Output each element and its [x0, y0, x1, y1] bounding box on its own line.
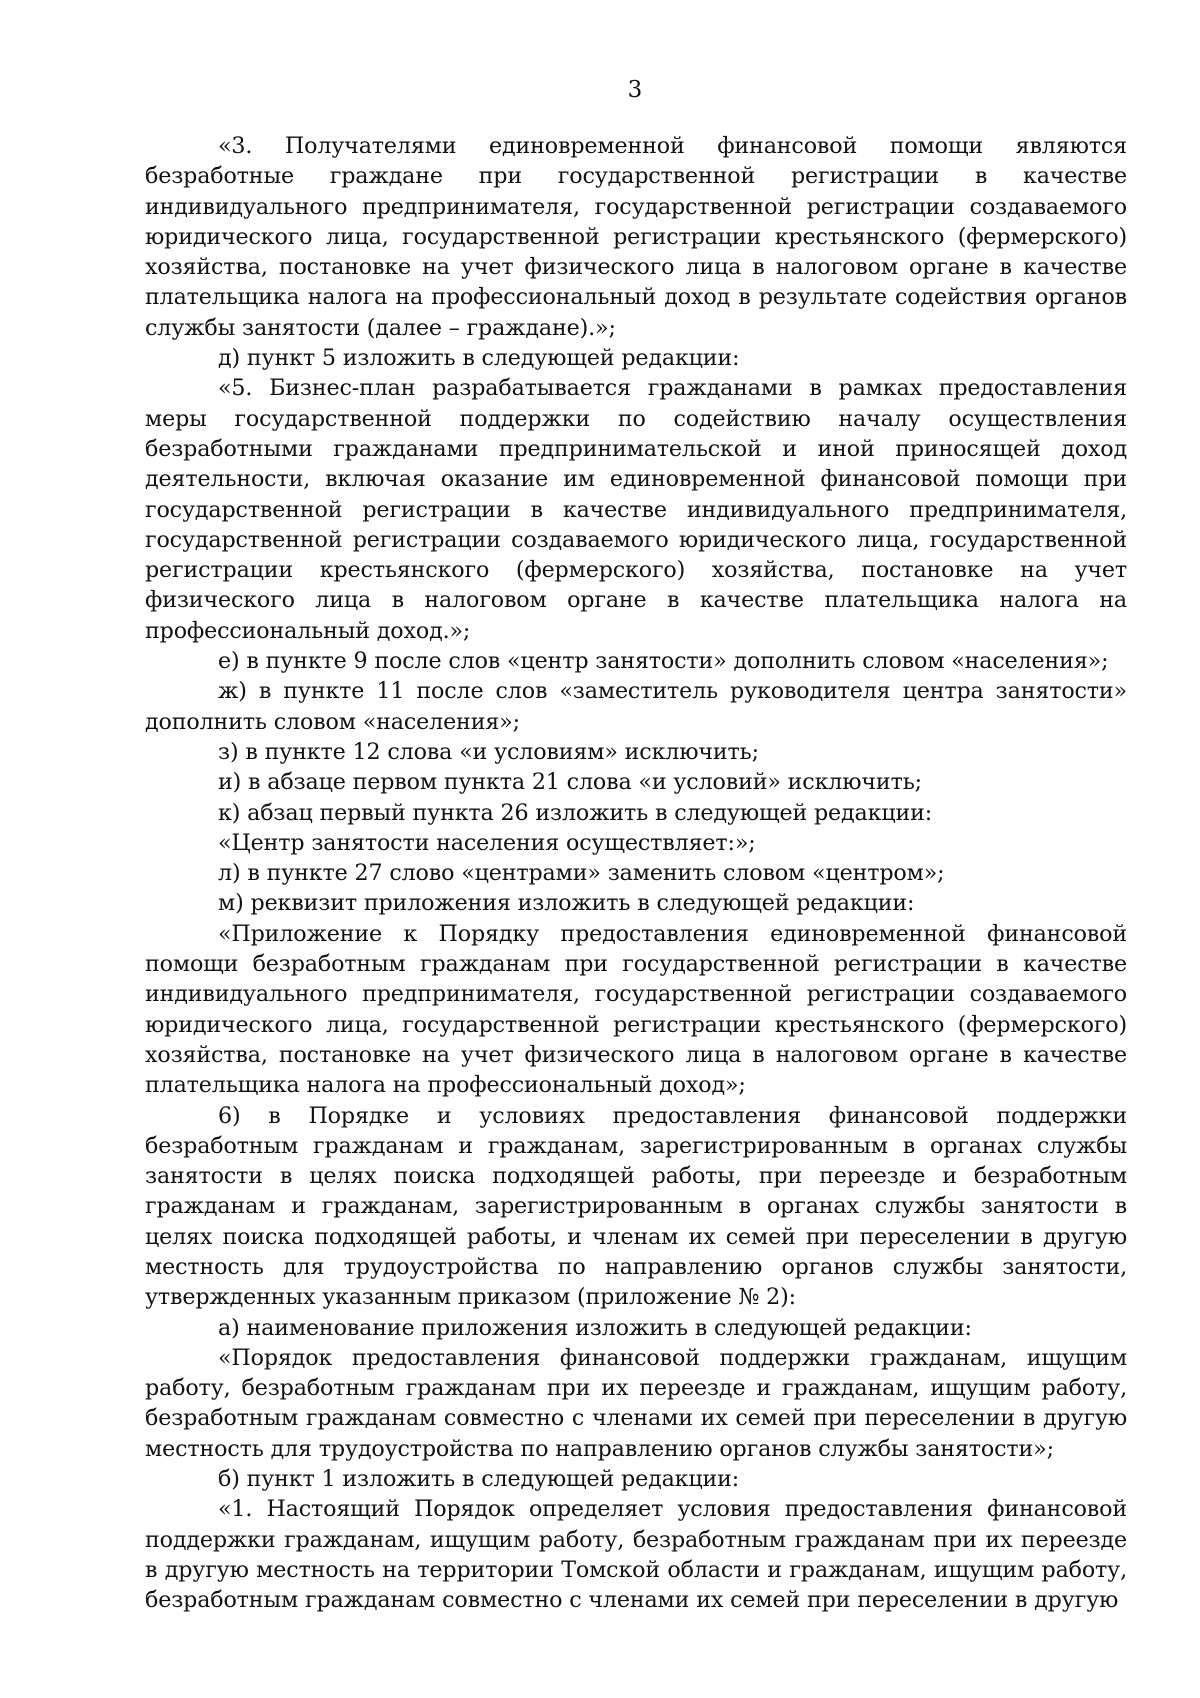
paragraph: «Приложение к Порядку предоставления единовременной финансовой помощи безработным гражданам при государственной регистрации в качестве индивидуального предпринимателя, государственной регистрации создаваемого юридического лица, государственной регистрации крестьянского (фермерского) хозяйства, постановке на учет физического лица в налоговом органе в качестве плательщика налога на профессиональный доход»; [145, 920, 1127, 1099]
paragraph: ж) в пункте 11 после слов «заместитель руководителя центра занятости» дополнить словом «населения»; [145, 678, 1127, 735]
paragraph: к) абзац первый пункта 26 изложить в следующей редакции: [218, 799, 933, 826]
paragraph: а) наименование приложения изложить в следующей редакции: [218, 1314, 972, 1341]
document-body [145, 131, 1127, 1616]
paragraph: «1. Настоящий Порядок определяет условия предоставления финансовой поддержки гражданам, ищущим работу, безработным гражданам при их переезде в другую местность на территории Томской области и гражданам, ищущим работу, безработным гражданам совместно с членами их семей при переселении в другую [145, 1496, 1127, 1614]
page-number: 3 [627, 77, 643, 103]
paragraph: 6) в Порядке и условиях предоставления финансовой поддержки безработным гражданам и гражданам, зарегистрированным в органах службы занятости в целях поиска подходящей работы, при переезде и безработным гражданам и гражданам, зарегистрированным в органах службы занятости в целях поиска подходящей работы, и членам их семей при переселении в другую местность для трудоустройства по направлению органов службы занятости, утвержденных указанным приказом (приложение № 2): [145, 1102, 1127, 1311]
paragraph: б) пункт 1 изложить в следующей редакции: [218, 1466, 740, 1493]
paragraph: е) в пункте 9 после слов «центр занятости» дополнить словом «населения»; [218, 648, 1109, 675]
paragraph: м) реквизит приложения изложить в следующей редакции: [218, 890, 915, 917]
paragraph: л) в пункте 27 слово «центрами» заменить словом «центром»; [218, 860, 945, 887]
paragraph: д) пункт 5 изложить в следующей редакции: [218, 345, 740, 372]
paragraph: з) в пункте 12 слова «и условиям» исключить; [218, 738, 759, 765]
paragraph: «Центр занятости населения осуществляет:»; [218, 829, 756, 856]
paragraph: и) в абзаце первом пункта 21 слова «и условий» исключить; [218, 769, 922, 796]
paragraph: «3. Получателями единовременной финансовой помощи являются безработные граждане при государственной регистрации в качестве индивидуального предпринимателя, государственной регистрации создаваемого юридического лица, государственной регистрации крестьянского (фермерского) хозяйства, постановке на учет физического лица в налоговом органе в качестве плательщика налога на профессиональный доход в результате содействия органов службы занятости (далее – граждане).»; [145, 133, 1127, 341]
paragraph: «5. Бизнес-план разрабатывается гражданами в рамках предоставления меры государственной поддержки по содействию началу осуществления безработными гражданами предпринимательской и иной приносящей доход деятельности, включая оказание им единовременной финансовой помощи при государственной регистрации в качестве индивидуального предпринимателя, государственной регистрации создаваемого юридического лица, государственной регистрации крестьянского (фермерского) хозяйства, постановке на учет физического лица в налоговом органе в качестве плательщика налога на профессиональный доход.»; [145, 375, 1127, 644]
paragraph: «Порядок предоставления финансовой поддержки гражданам, ищущим работу, безработным гражданам при их переезде и гражданам, ищущим работу, безработным гражданам совместно с членами их семей при переселении в другую местность для трудоустройства по направлению органов службы занятости»; [145, 1344, 1127, 1462]
